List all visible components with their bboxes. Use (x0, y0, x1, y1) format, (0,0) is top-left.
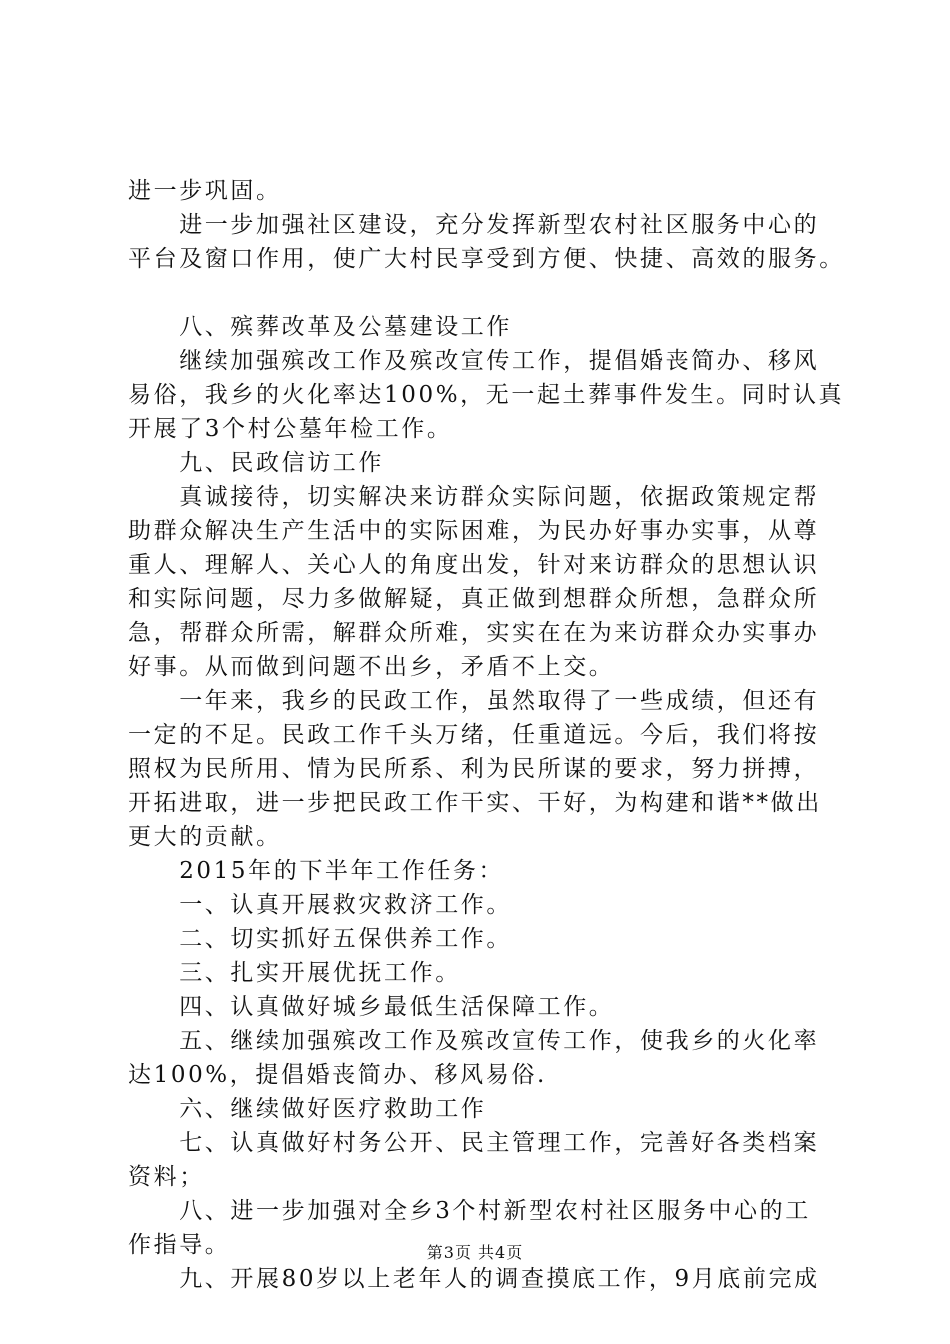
task-item: 八、进一步加强对全乡3个村新型农村社区服务中心的工 (128, 1198, 811, 1224)
blank-line (128, 276, 840, 310)
task-list-heading: 2015年的下半年工作任务： (128, 858, 505, 884)
text-line: 易俗，我乡的火化率达100%，无一起土葬事件发生。同时认真 (128, 382, 845, 408)
text-line: 助群众解决生产生活中的实际困难，为民办好事办实事，从尊 (128, 518, 820, 544)
task-item: 五、继续加强殡改工作及殡改宣传工作，使我乡的火化率 (128, 1028, 820, 1054)
text-line: 进一步巩固。 (128, 178, 282, 204)
text-line: 一年来，我乡的民政工作，虽然取得了一些成绩，但还有 (128, 688, 820, 714)
task-item: 资料； (128, 1164, 205, 1190)
text-line: 开拓进取，进一步把民政工作干实、干好，为构建和谐**做出 (128, 790, 822, 816)
task-item: 一、认真开展救灾救济工作。 (128, 892, 512, 918)
text-line: 继续加强殡改工作及殡改宣传工作，提倡婚丧简办、移风 (128, 348, 820, 374)
text-line: 和实际问题，尽力多做解疑，真正做到想群众所想，急群众所 (128, 586, 820, 612)
task-item: 九、开展80岁以上老年人的调查摸底工作，9月底前完成 (128, 1266, 820, 1292)
task-item: 七、认真做好村务公开、民主管理工作，完善好各类档案 (128, 1130, 820, 1156)
text-line: 进一步加强社区建设，充分发挥新型农村社区服务中心的 (128, 212, 820, 238)
task-item: 二、切实抓好五保供养工作。 (128, 926, 512, 952)
page-number-footer: 第3页 共4页 (426, 1243, 524, 1262)
text-line: 照权为民所用、情为民所系、利为民所谋的要求，努力拼搏， (128, 756, 820, 782)
task-item: 达100%，提倡婚丧简办、移风易俗. (128, 1062, 547, 1088)
section-heading: 八、殡葬改革及公墓建设工作 (128, 314, 512, 340)
text-line: 开展了3个村公墓年检工作。 (128, 416, 453, 442)
task-item: 作指导。 (128, 1232, 231, 1258)
text-line: 好事。从而做到问题不出乡，矛盾不上交。 (128, 654, 615, 680)
section-heading: 九、民政信访工作 (128, 450, 384, 476)
text-line: 一定的不足。民政工作千头万绪，任重道远。今后，我们将按 (128, 722, 820, 748)
task-item: 三、扎实开展优抚工作。 (128, 960, 461, 986)
text-line: 真诚接待，切实解决来访群众实际问题，依据政策规定帮 (128, 484, 820, 510)
text-line: 重人、理解人、关心人的角度出发，针对来访群众的思想认识 (128, 552, 820, 578)
text-line: 平台及窗口作用，使广大村民享受到方便、快捷、高效的服务。 (128, 246, 845, 272)
text-line: 更大的贡献。 (128, 824, 282, 850)
document-body (128, 174, 845, 1296)
text-line: 急，帮群众所需，解群众所难，实实在在为来访群众办实事办 (128, 620, 820, 646)
task-item: 四、认真做好城乡最低生活保障工作。 (128, 994, 615, 1020)
task-item: 六、继续做好医疗救助工作 (128, 1096, 487, 1122)
